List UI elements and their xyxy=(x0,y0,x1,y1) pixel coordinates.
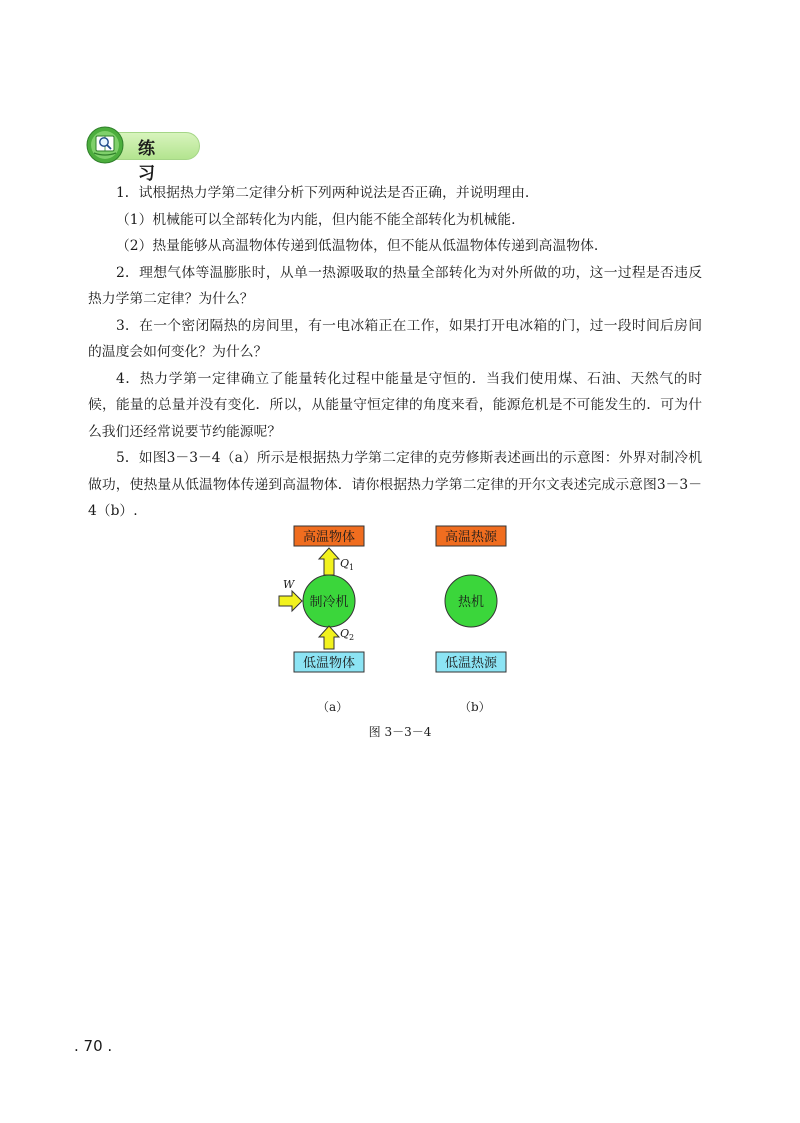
exercise-3: 3．在一个密闭隔热的房间里，有一电冰箱正在工作，如果打开电冰箱的门，过一段时间后房间的温度会如何变化？为什么？ xyxy=(88,317,702,360)
a-q2-label: $Q_2$ xyxy=(340,627,355,642)
exercise-list xyxy=(88,180,702,525)
page-number: . 70 . xyxy=(74,1037,113,1055)
section-title: 练 习 xyxy=(138,139,163,184)
b-circle-label: 热机 xyxy=(457,595,485,610)
magnifier-book-icon xyxy=(86,126,124,164)
figure-3-3-4 xyxy=(0,515,800,745)
a-q1-label: $Q_1$ xyxy=(340,557,355,572)
exercise-1-statement-1: （1）机械能可以全部转化为内能，但内能不能全部转化为机械能. xyxy=(116,211,516,228)
diagram-a xyxy=(279,526,364,672)
figure-caption: 图 3－3－4 xyxy=(368,725,432,739)
diagram-b xyxy=(436,526,506,672)
a-q1-arrow-icon xyxy=(319,548,339,575)
a-bottom-box-label: 低温物体 xyxy=(302,656,356,671)
a-q2-arrow-icon xyxy=(319,626,339,649)
a-work-label: W xyxy=(283,578,295,591)
subfigure-a-label: （a） xyxy=(317,700,349,714)
exercise-2: 2．理想气体等温膨胀时，从单一热源吸取的热量全部转化为对外所做的功，这一过程是否违反热力学第二定律？为什么？ xyxy=(88,264,702,307)
exercise-4: 4．热力学第一定律确立了能量转化过程中能量是守恒的．当我们使用煤、石油、天然气的时候，能量的总量并没有变化．所以，从能量守恒定律的角度来看，能源危机是不可能发生的．可为什么我们还经常说要节约能源呢？ xyxy=(88,370,702,440)
a-work-arrow-icon xyxy=(279,591,302,611)
exercise-1-statement-2: （2）热量能够从高温物体传递到低温物体，但不能从低温物体传递到高温物体. xyxy=(116,238,599,254)
exercise-5: 5．如图3－3－4（a）所示是根据热力学第二定律的克劳修斯表述画出的示意图：外界对制冷机做功，使热量从低温物体传递到高温物体．请你根据热力学第二定律的开尔文表述完成示意图3－3－4（b）. xyxy=(88,450,702,519)
a-top-box-label: 高温物体 xyxy=(302,530,356,545)
subfigure-b-label: （b） xyxy=(459,700,491,714)
a-circle-label: 制冷机 xyxy=(309,595,349,610)
figure-diagrams xyxy=(0,515,800,695)
exercise-1: 1．试根据热力学第二定律分析下列两种说法是否正确，并说明理由. xyxy=(116,185,530,201)
b-top-box-label: 高温热源 xyxy=(444,530,498,545)
b-bottom-box-label: 低温热源 xyxy=(444,656,498,671)
exercise-header xyxy=(86,126,200,184)
